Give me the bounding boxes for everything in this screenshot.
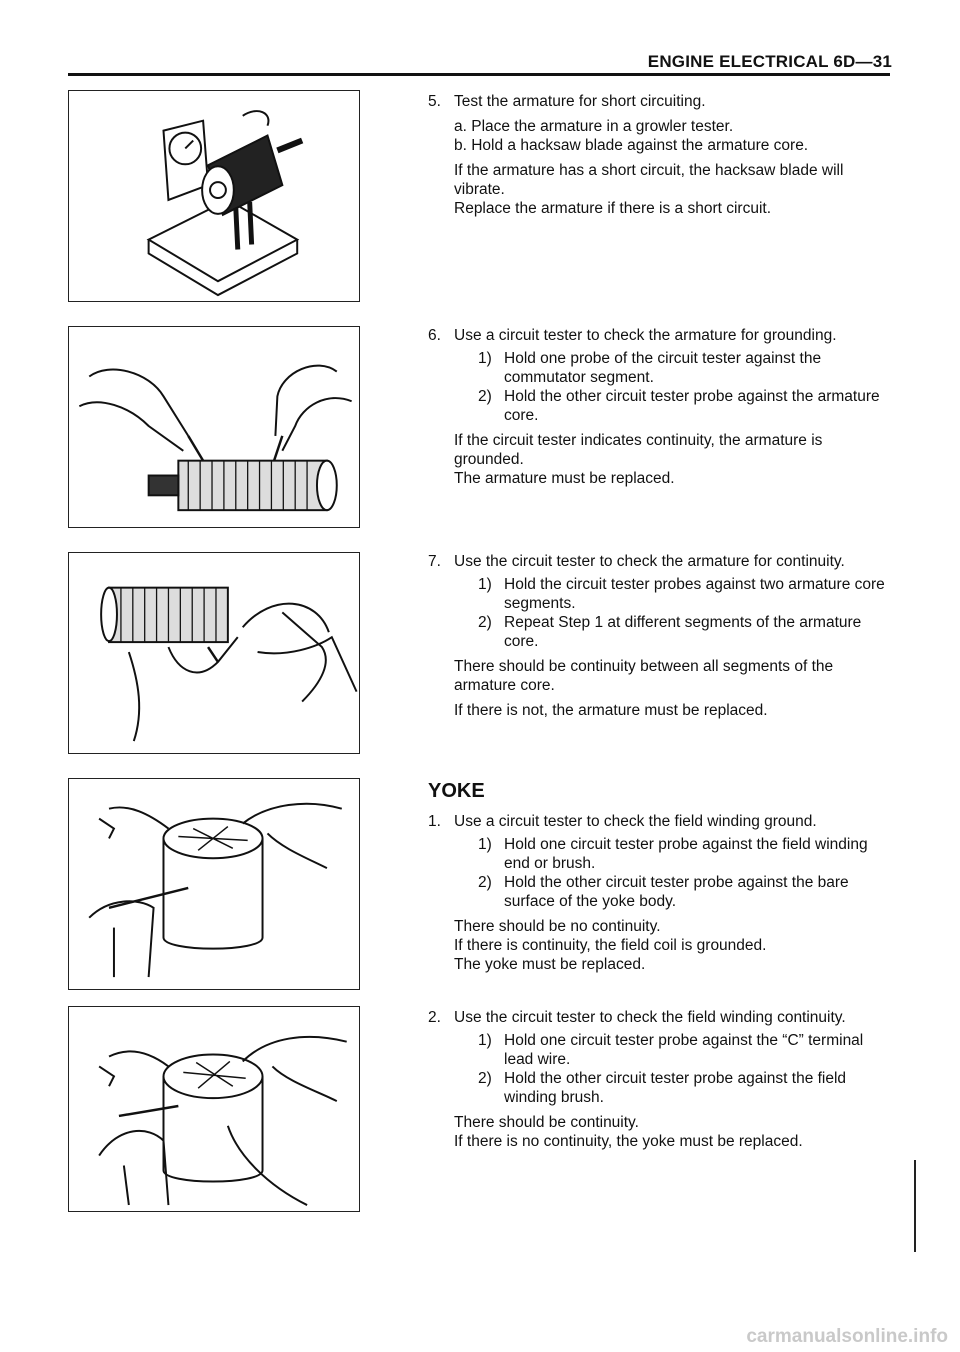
substep-number: 2) <box>478 614 492 631</box>
step-7-result: There should be continuity between all segments of the armature core. <box>454 658 834 694</box>
substep-number: 2) <box>478 388 492 405</box>
substep-text: Hold the circuit tester probes against two armature core segments. <box>504 576 885 612</box>
step-number: 1. <box>428 813 441 830</box>
substep-text: Hold the other circuit tester probe against the field winding brush. <box>504 1070 847 1106</box>
substep-text: Hold one circuit tester probe against the “C” terminal lead wire. <box>504 1032 864 1068</box>
step-title: Use the circuit tester to check the armature for continuity. <box>454 553 845 570</box>
armature-continuity-test-figure <box>68 552 360 754</box>
step-5b: b. Hold a hacksaw blade against the armature core. <box>454 137 809 154</box>
step-6-action: The armature must be replaced. <box>454 470 675 487</box>
footer-watermark: carmanualsonline.info <box>746 1326 948 1347</box>
step-7 <box>428 552 890 720</box>
substep-number: 2) <box>478 1070 492 1087</box>
yoke-step-2-action: If there is no continuity, the yoke must be replaced. <box>454 1133 803 1150</box>
substep-text: Hold the other circuit tester probe against the armature core. <box>504 388 880 424</box>
step-title: Use the circuit tester to check the field winding continuity. <box>454 1009 846 1026</box>
yoke-step-1-condition: If there is continuity, the field coil is grounded. <box>454 937 767 954</box>
yoke-step-1-action: The yoke must be replaced. <box>454 956 646 973</box>
growler-tester-figure <box>68 90 360 302</box>
armature-continuity-test-illustration <box>69 553 359 753</box>
step-6-result: If the circuit tester indicates continuity, the armature is grounded. <box>454 432 823 468</box>
yoke-continuity-test-illustration <box>69 1007 359 1211</box>
substep-text: Hold one circuit tester probe against the field winding end or brush. <box>504 836 868 872</box>
step-number: 5. <box>428 93 441 110</box>
yoke-ground-test-illustration <box>69 779 359 989</box>
step-5-action: Replace the armature if there is a short circuit. <box>454 200 772 217</box>
substep-text: Hold one probe of the circuit tester against the commutator segment. <box>504 350 822 386</box>
page-title: ENGINE ELECTRICAL 6D—31 <box>647 52 892 71</box>
substep-number: 1) <box>478 350 492 367</box>
yoke-continuity-test-figure <box>68 1006 360 1212</box>
step-5-result: If the armature has a short circuit, the hacksaw blade will vibrate. <box>454 162 844 198</box>
armature-ground-test-figure <box>68 326 360 528</box>
yoke-step-2-result: There should be continuity. <box>454 1114 639 1131</box>
step-6 <box>428 326 890 488</box>
substep-number: 1) <box>478 836 492 853</box>
section-heading-yoke: YOKE <box>428 780 485 802</box>
step-7-action: If there is not, the armature must be replaced. <box>454 702 768 719</box>
margin-mark <box>914 1160 916 1252</box>
substep-text: Hold the other circuit tester probe against the bare surface of the yoke body. <box>504 874 849 910</box>
yoke-step-2 <box>428 1008 890 1151</box>
substep-number: 1) <box>478 576 492 593</box>
page-header <box>0 0 960 80</box>
step-5a: a. Place the armature in a growler tester. <box>454 118 734 135</box>
armature-ground-test-illustration <box>69 327 359 527</box>
yoke-ground-test-figure <box>68 778 360 990</box>
step-title: Test the armature for short circuiting. <box>454 93 706 110</box>
yoke-step-1-result: There should be no continuity. <box>454 918 661 935</box>
header-rule <box>68 73 890 76</box>
step-title: Use a circuit tester to check the field winding ground. <box>454 813 817 830</box>
substep-text: Repeat Step 1 at different segments of the armature core. <box>504 614 862 650</box>
yoke-step-1 <box>428 812 890 974</box>
substep-number: 2) <box>478 874 492 891</box>
step-title: Use a circuit tester to check the armature for grounding. <box>454 327 837 344</box>
substep-number: 1) <box>478 1032 492 1049</box>
step-5 <box>428 92 890 218</box>
step-number: 6. <box>428 327 441 344</box>
step-number: 7. <box>428 553 441 570</box>
growler-tester-illustration <box>69 91 359 301</box>
step-number: 2. <box>428 1009 441 1026</box>
